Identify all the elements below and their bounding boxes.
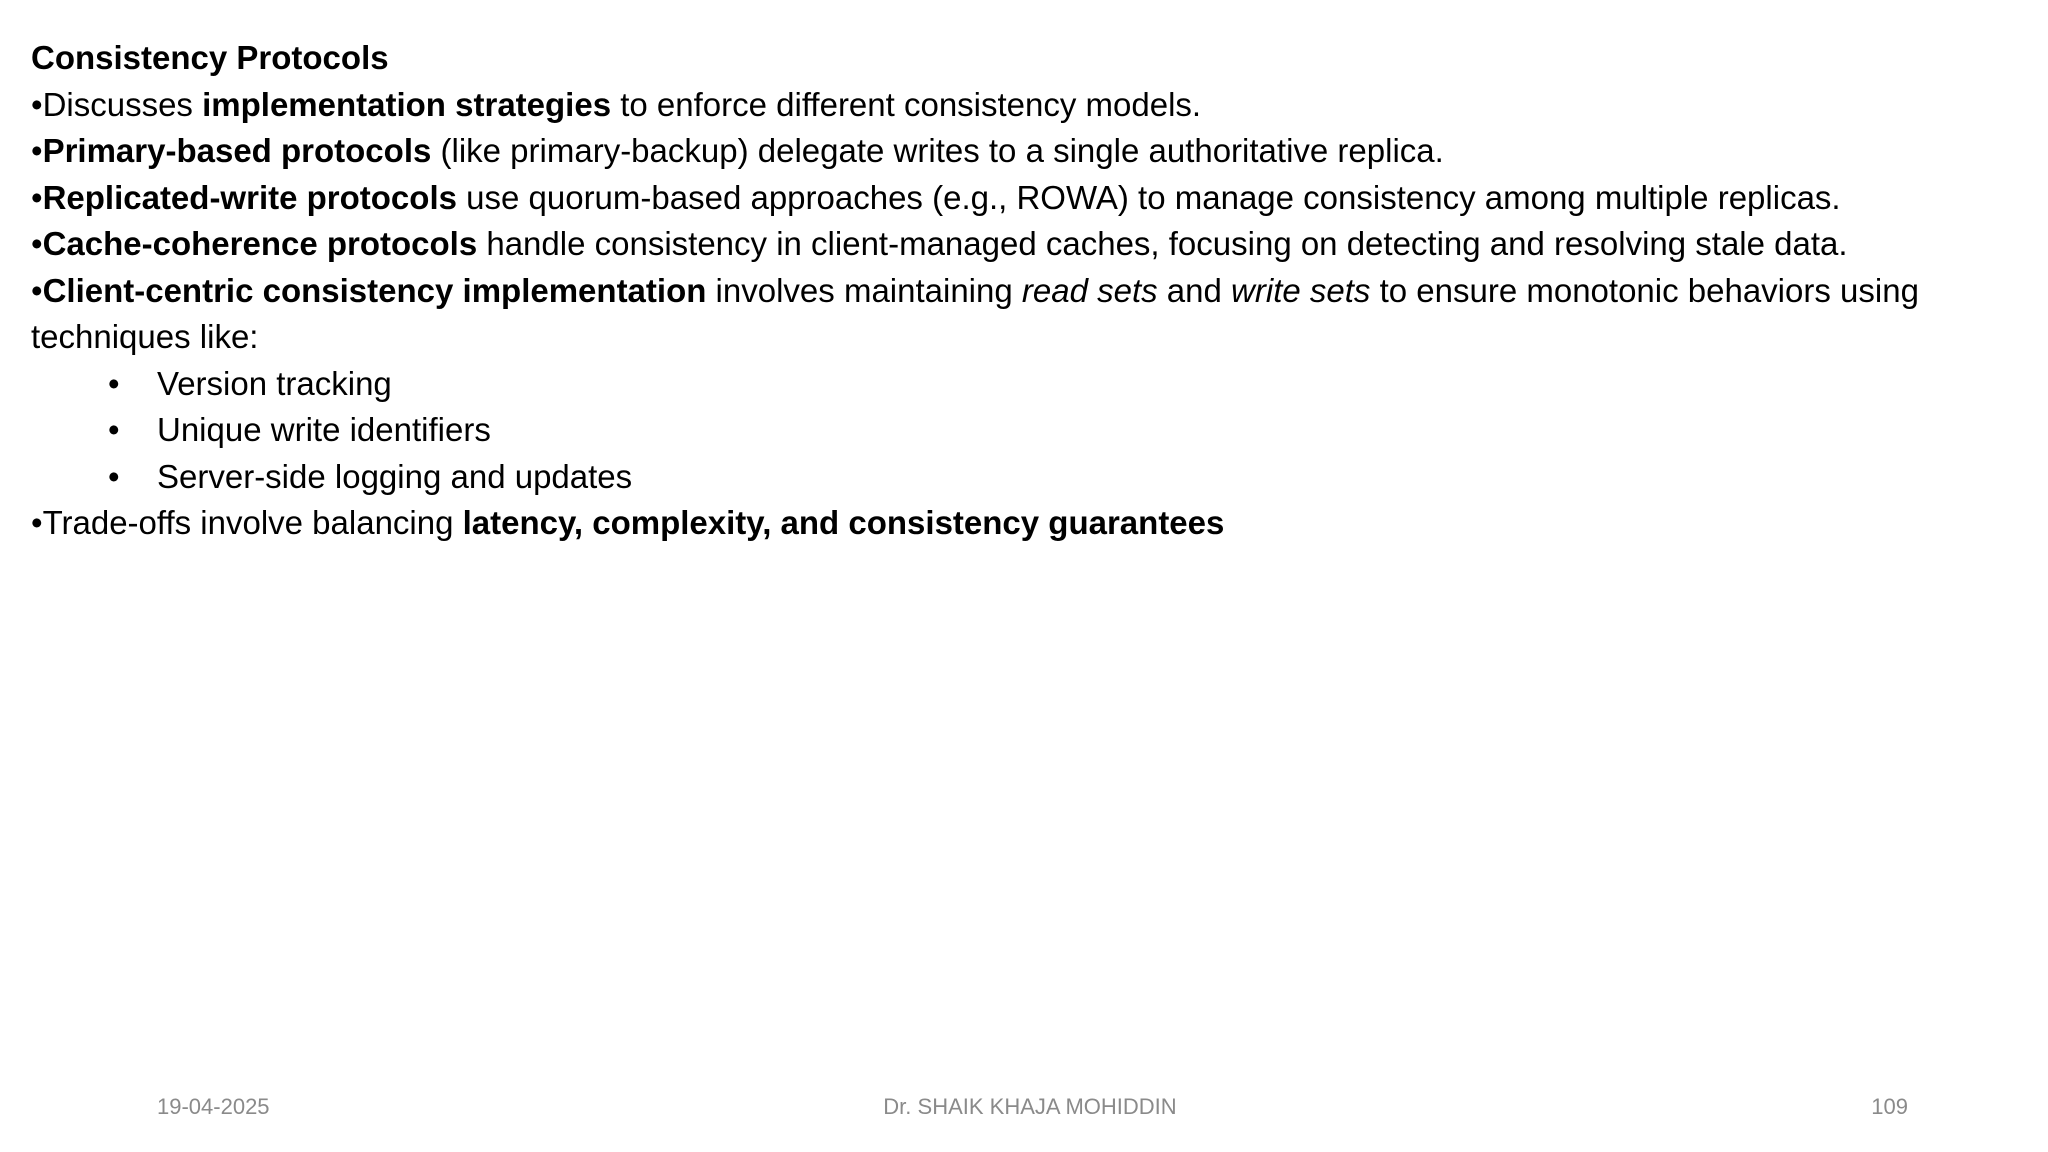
technique-label: Unique write identifiers xyxy=(157,411,491,448)
bullet-text: to enforce different consistency models. xyxy=(611,85,1202,123)
bullet-marker: • xyxy=(31,225,43,262)
slide-title: Consistency Protocols xyxy=(31,39,389,76)
bullet-text: use quorum-based approaches (e.g., ROWA) to manage consistency among multiple replicas. xyxy=(456,178,1841,216)
sub-bullet-marker: • xyxy=(108,457,120,495)
bullet-emphasis: Cache-coherence protocols xyxy=(42,225,478,262)
bullet-text: (like primary-backup) delegate writes to a single authoritative replica. xyxy=(431,132,1444,169)
sub-bullet-marker: • xyxy=(108,411,120,448)
sub-bullet-marker: • xyxy=(108,364,120,402)
bullet-implementation-strategies xyxy=(31,82,2021,129)
technique-label: Server-side logging and updates xyxy=(157,457,633,495)
technique-item xyxy=(31,454,2021,501)
bullet-client-centric-implementation xyxy=(31,268,2021,361)
bullet-marker: • xyxy=(31,178,43,216)
bullet-marker: • xyxy=(31,85,43,123)
bullet-marker: • xyxy=(31,504,43,541)
technique-list xyxy=(31,361,2021,501)
bullet-trade-offs xyxy=(31,500,2021,547)
slide-body xyxy=(31,35,2021,547)
technique-label: Version tracking xyxy=(157,364,392,402)
bullet-marker: • xyxy=(31,132,43,169)
bullet-emphasis: Replicated-write protocols xyxy=(42,178,457,216)
bullet-text: and xyxy=(1157,271,1232,309)
footer-page-number: 109 xyxy=(1871,1094,1908,1119)
footer-author: Dr. SHAIK KHAJA MOHIDDIN xyxy=(883,1094,1177,1119)
bullet-primary-based-protocols xyxy=(31,128,2021,175)
bullet-emphasis: Primary-based protocols xyxy=(42,132,432,169)
bullet-cache-coherence-protocols xyxy=(31,221,2021,268)
bullet-text: handle consistency in client-managed caches, focusing on detecting and resolving stale data. xyxy=(477,225,1848,262)
bullet-text: Discusses xyxy=(42,85,203,123)
bullet-emphasis: implementation strategies xyxy=(202,85,612,123)
footer-date: 19-04-2025 xyxy=(157,1094,270,1119)
technique-item xyxy=(31,407,2021,454)
bullet-italic-write-sets: write sets xyxy=(1231,271,1371,309)
bullet-emphasis: latency, complexity, and consistency guarantees xyxy=(462,504,1225,541)
bullet-replicated-write-protocols xyxy=(31,175,2021,222)
bullet-marker: • xyxy=(31,271,43,309)
bullet-italic-read-sets: read sets xyxy=(1021,271,1158,309)
bullet-text: Trade-offs involve balancing xyxy=(42,504,463,541)
bullet-emphasis: Client-centric consistency implementation xyxy=(42,271,707,309)
bullet-text: involves maintaining xyxy=(706,271,1022,309)
bullet-text: to ensure monotonic behaviors using techniques like: xyxy=(31,271,1919,355)
technique-item xyxy=(31,361,2021,408)
